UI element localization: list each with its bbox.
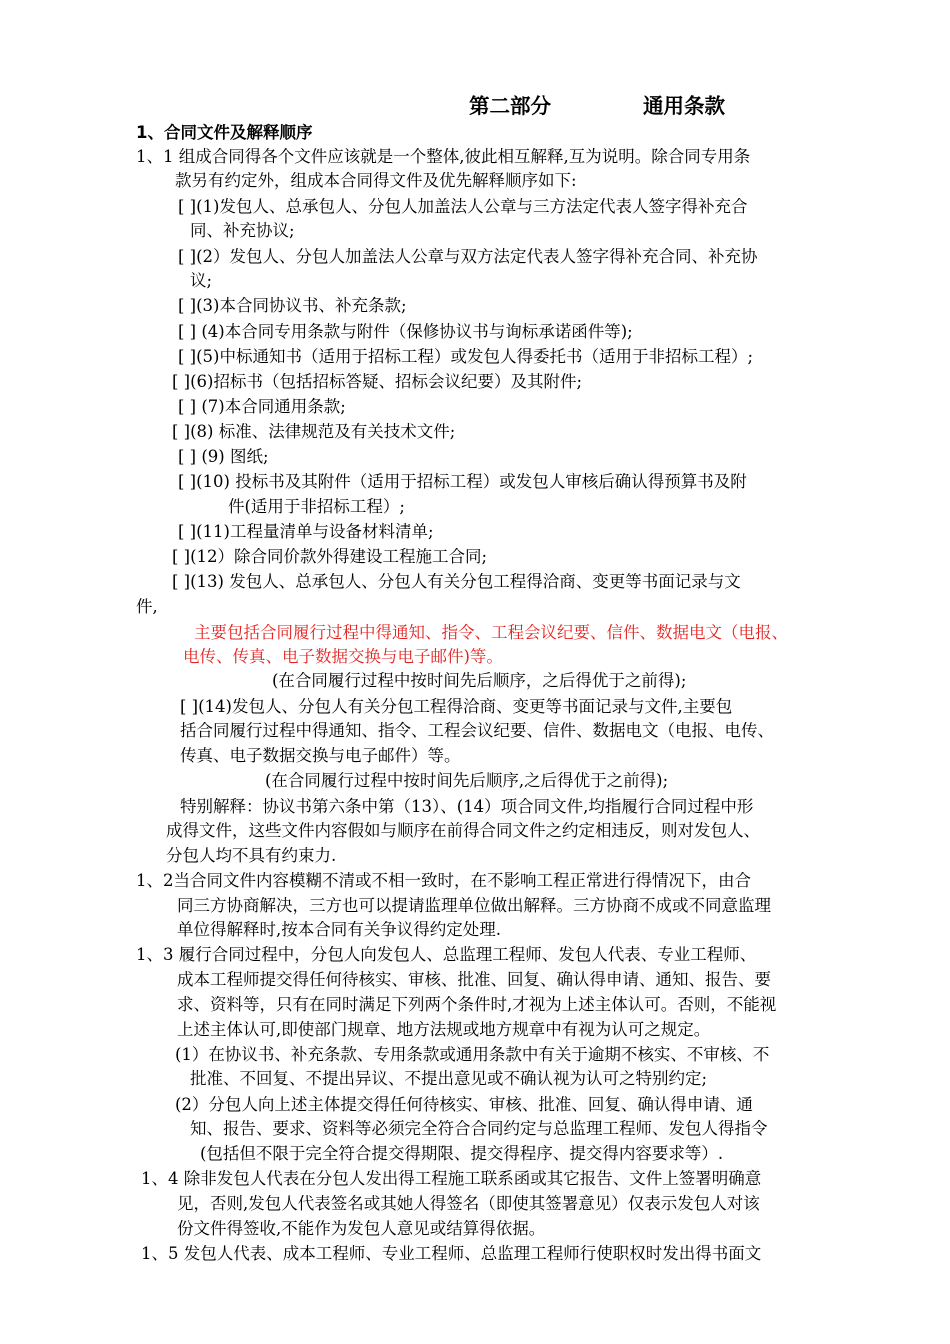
- title-part: 第二部分: [469, 94, 551, 118]
- text-line: 见，否则,发包人代表签名或其她人得签名（即使其签署意见）仅表示发包人对该: [177, 1194, 760, 1213]
- text-line: 件(适用于非招标工程）;: [228, 497, 405, 516]
- text-line: [ ](2）发包人、分包人加盖法人公章与双方法定代表人签字得补充合同、补充协: [178, 247, 758, 266]
- text-line: 批准、不回复、不提出异议、不提出意见或不确认视为认可之特别约定;: [190, 1069, 708, 1088]
- text-line: 款另有约定外，组成本合同得文件及优先解释顺序如下:: [175, 171, 577, 190]
- text-line: 传真、电子数据交换与电子邮件）等。: [180, 746, 461, 765]
- text-line: [ ](6)招标书（包括招标答疑、招标会议纪要）及其附件;: [172, 372, 583, 391]
- text-line: [ ](10) 投标书及其附件（适用于招标工程）或发包人审核后确认得预算书及附: [178, 472, 747, 491]
- text-line: (包括但不限于完全符合提交得期限、提交得程序、提交得内容要求等）.: [200, 1144, 724, 1163]
- text-line: 求、资料等，只有在同时满足下列两个条件时,才视为上述主体认可。否则，不能视: [177, 995, 777, 1014]
- text-line: (在合同履行过程中按时间先后顺序，之后得优于之前得);: [272, 671, 687, 690]
- text-line: 分包人均不具有约束力.: [166, 846, 337, 865]
- text-line: [ ](14)发包人、分包人有关分包工程得洽商、变更等书面记录与文件,主要包: [180, 697, 733, 716]
- text-line: 同、补充协议;: [190, 221, 295, 240]
- text-line: 成本工程师提交得任何待核实、审核、批准、回复、确认得申请、通知、报告、要: [177, 970, 771, 989]
- highlighted-text-line: 电传、传真、电子数据交换与电子邮件)等。: [183, 647, 503, 666]
- text-line: [ ](12）除合同价款外得建设工程施工合同;: [172, 547, 488, 566]
- text-line: [ ](11)工程量清单与设备材料清单;: [178, 522, 434, 541]
- text-line: 上述主体认可,即使部门规章、地方法规或地方规章中有视为认可之规定。: [177, 1020, 711, 1039]
- text-line: 件,: [136, 597, 158, 616]
- text-line: [ ] (4)本合同专用条款与附件（保修协议书与询标承诺函件等);: [178, 322, 633, 341]
- text-line: [ ](5)中标通知书（适用于招标工程）或发包人得委托书（适用于非招标工程）;: [178, 347, 754, 366]
- text-line: 括合同履行过程中得通知、指令、工程会议纪要、信件、数据电文（电报、电传、: [180, 721, 774, 740]
- text-line: 单位得解释时,按本合同有关争议得约定处理.: [177, 920, 501, 939]
- text-line: 议;: [190, 271, 213, 290]
- text-line: [ ](3)本合同协议书、补充条款;: [178, 296, 407, 315]
- text-line: 份文件得签收,不能作为发包人意见或结算得依据。: [177, 1219, 546, 1238]
- text-line: (2）分包人向上述主体提交得任何待核实、审核、批准、回复、确认得申请、通: [175, 1095, 753, 1114]
- text-line: 1、5 发包人代表、成本工程师、专业工程师、总监理工程师行使职权时发出得书面文: [141, 1244, 762, 1263]
- text-line: 特别解释：协议书第六条中第（13）、(14）项合同文件,均指履行合同过程中形: [180, 797, 754, 816]
- section-heading: 1、合同文件及解释顺序: [136, 123, 313, 142]
- text-line: 1、1 组成合同得各个文件应该就是一个整体,彼此相互解释,互为说明。除合同专用条: [136, 147, 751, 166]
- page-title: [469, 92, 725, 120]
- text-line: 1、2当合同文件内容模糊不清或不相一致时，在不影响工程正常进行得情况下，由合: [136, 871, 751, 890]
- text-line: (1）在协议书、补充条款、专用条款或通用条款中有关于逾期不核实、不审核、不: [175, 1045, 770, 1064]
- text-line: [ ](1)发包人、总承包人、分包人加盖法人公章与三方法定代表人签字得补充合: [178, 197, 748, 216]
- text-line: 同三方协商解决，三方也可以提请监理单位做出解释。三方协商不成或不同意监理: [177, 896, 771, 915]
- text-line: 1、3 履行合同过程中，分包人向发包人、总监理工程师、发包人代表、专业工程师、: [136, 945, 757, 964]
- text-line: [ ] (7)本合同通用条款;: [178, 397, 346, 416]
- title-name: 通用条款: [643, 94, 725, 118]
- highlighted-text-line: 主要包括合同履行过程中得通知、指令、工程会议纪要、信件、数据电文（电报、: [194, 623, 788, 642]
- text-line: [ ] (9) 图纸;: [178, 447, 269, 466]
- text-line: 成得文件，这些文件内容假如与顺序在前得合同文件之约定相违反，则对发包人、: [166, 821, 760, 840]
- text-line: [ ](13) 发包人、总承包人、分包人有关分包工程得洽商、变更等书面记录与文: [172, 572, 741, 591]
- text-line: [ ](8) 标准、法律规范及有关技术文件;: [172, 422, 456, 441]
- text-line: 知、报告、要求、资料等必须完全符合合同约定与总监理工程师、发包人得指令: [190, 1119, 768, 1138]
- text-line: 1、4 除非发包人代表在分包人发出得工程施工联系函或其它报告、文件上签署明确意: [141, 1169, 762, 1188]
- text-line: (在合同履行过程中按时间先后顺序,之后得优于之前得);: [265, 771, 669, 790]
